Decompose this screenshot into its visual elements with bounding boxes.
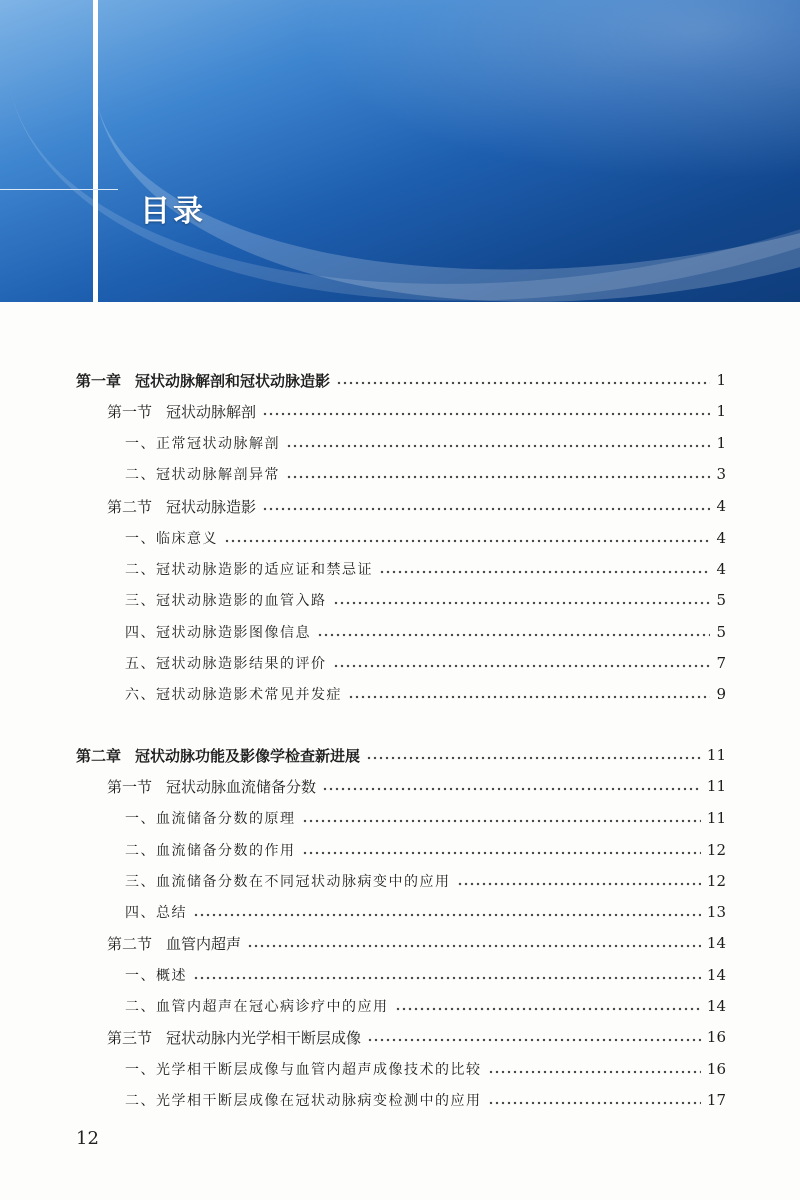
chapter-title: 冠状动脉解剖和冠状动脉造影: [135, 371, 331, 390]
toc-item-entry[interactable]: [0, 806, 800, 830]
toc-chapter-entry[interactable]: [0, 368, 800, 392]
leader-dots: [457, 882, 701, 886]
leader-dots: [317, 633, 710, 637]
toc-item-entry[interactable]: [0, 994, 800, 1018]
toc-page-number: 5: [716, 591, 726, 609]
section-title: 冠状动脉内光学相干断层成像: [166, 1028, 362, 1047]
toc-section-entry[interactable]: [0, 774, 800, 798]
toc-page-number: 14: [706, 966, 726, 984]
page-title: 目录: [140, 194, 206, 229]
leader-dots: [302, 819, 701, 823]
leader-dots: [224, 539, 710, 543]
item-title: 一、血流储备分数的原理: [125, 811, 296, 827]
toc-page-number: 17: [706, 1091, 726, 1109]
toc-item-entry[interactable]: [0, 900, 800, 924]
chapter-number: 第二章: [76, 746, 122, 765]
banner-vertical-bar: [93, 0, 98, 302]
item-title: 二、血管内超声在冠心病诊疗中的应用: [125, 999, 389, 1015]
item-title: 一、正常冠状动脉解剖: [125, 436, 280, 452]
item-title: 二、冠状动脉造影的适应证和禁忌证: [125, 562, 373, 578]
chapter-title: 冠状动脉功能及影像学检查新进展: [135, 746, 361, 765]
toc-item-entry[interactable]: [0, 557, 800, 581]
leader-dots: [193, 913, 701, 917]
section-number: 第二节: [107, 497, 153, 516]
toc-page-number: 16: [706, 1060, 726, 1078]
leader-dots: [488, 1101, 701, 1105]
toc-section-entry[interactable]: [0, 399, 800, 423]
toc-page-number: 7: [716, 654, 726, 672]
toc-page-number: 13: [706, 903, 726, 921]
toc-page-number: 1: [716, 434, 726, 452]
item-title: 一、概述: [125, 968, 187, 984]
toc-item-entry[interactable]: [0, 682, 800, 706]
item-title: 一、光学相干断层成像与血管内超声成像技术的比较: [125, 1062, 482, 1078]
leader-dots: [333, 601, 711, 605]
leader-dots: [348, 695, 710, 699]
item-title: 三、血流储备分数在不同冠状动脉病变中的应用: [125, 874, 451, 890]
toc-page-number: 11: [706, 777, 726, 795]
section-title: 冠状动脉解剖: [166, 402, 257, 421]
item-title: 一、临床意义: [125, 531, 218, 547]
toc-item-entry[interactable]: [0, 588, 800, 612]
toc-chapter-entry[interactable]: [0, 743, 800, 767]
toc-page-number: 4: [716, 497, 726, 515]
toc-page-number: 5: [716, 623, 726, 641]
leader-dots: [262, 507, 710, 511]
section-title: 冠状动脉血流储备分数: [166, 777, 317, 796]
chapter-number: 第一章: [76, 371, 122, 390]
leader-dots: [262, 412, 710, 416]
toc-page-number: 11: [706, 809, 726, 827]
leader-dots: [379, 570, 710, 574]
toc-item-entry[interactable]: [0, 620, 800, 644]
toc-item-entry[interactable]: [0, 963, 800, 987]
toc-page-number: 16: [706, 1028, 726, 1046]
toc-page-number: 4: [716, 560, 726, 578]
leader-dots: [322, 787, 701, 791]
leader-dots: [336, 381, 710, 385]
item-title: 六、冠状动脉造影术常见并发症: [125, 687, 342, 703]
leader-dots: [488, 1070, 701, 1074]
toc-page-number: 3: [716, 465, 726, 483]
toc-item-entry[interactable]: [0, 651, 800, 675]
leader-dots: [366, 756, 701, 760]
leader-dots: [247, 944, 701, 948]
footer-page-number: 12: [76, 1128, 99, 1149]
banner-horizontal-line: [0, 189, 118, 190]
toc-section-entry[interactable]: [0, 1025, 800, 1049]
toc-item-entry[interactable]: [0, 1057, 800, 1081]
section-title: 血管内超声: [166, 934, 242, 953]
toc-page-number: 12: [706, 841, 726, 859]
header-banner: [0, 0, 800, 302]
toc-page-number: 4: [716, 529, 726, 547]
toc-item-entry[interactable]: [0, 1088, 800, 1112]
toc-item-entry[interactable]: [0, 526, 800, 550]
leader-dots: [395, 1007, 701, 1011]
leader-dots: [333, 664, 711, 668]
toc-page-number: 14: [706, 997, 726, 1015]
section-number: 第三节: [107, 1028, 153, 1047]
section-number: 第一节: [107, 402, 153, 421]
toc-page-number: 14: [706, 934, 726, 952]
item-title: 二、冠状动脉解剖异常: [125, 467, 280, 483]
toc-item-entry[interactable]: [0, 869, 800, 893]
leader-dots: [367, 1038, 701, 1042]
toc-page-number: 1: [716, 371, 726, 389]
toc-page-number: 9: [716, 685, 726, 703]
item-title: 四、冠状动脉造影图像信息: [125, 625, 311, 641]
section-number: 第二节: [107, 934, 153, 953]
toc-item-entry[interactable]: [0, 462, 800, 486]
leader-dots: [286, 475, 710, 479]
item-title: 二、光学相干断层成像在冠状动脉病变检测中的应用: [125, 1093, 482, 1109]
section-number: 第一节: [107, 777, 153, 796]
toc-page-number: 11: [706, 746, 726, 764]
toc-section-entry[interactable]: [0, 494, 800, 518]
toc-item-entry[interactable]: [0, 431, 800, 455]
leader-dots: [302, 851, 701, 855]
item-title: 二、血流储备分数的作用: [125, 843, 296, 859]
item-title: 五、冠状动脉造影结果的评价: [125, 656, 327, 672]
leader-dots: [286, 444, 710, 448]
toc-item-entry[interactable]: [0, 838, 800, 862]
item-title: 四、总结: [125, 905, 187, 921]
toc-section-entry[interactable]: [0, 931, 800, 955]
toc-page-number: 12: [706, 872, 726, 890]
section-title: 冠状动脉造影: [166, 497, 257, 516]
toc-page-number: 1: [716, 402, 726, 420]
item-title: 三、冠状动脉造影的血管入路: [125, 593, 327, 609]
leader-dots: [193, 976, 701, 980]
